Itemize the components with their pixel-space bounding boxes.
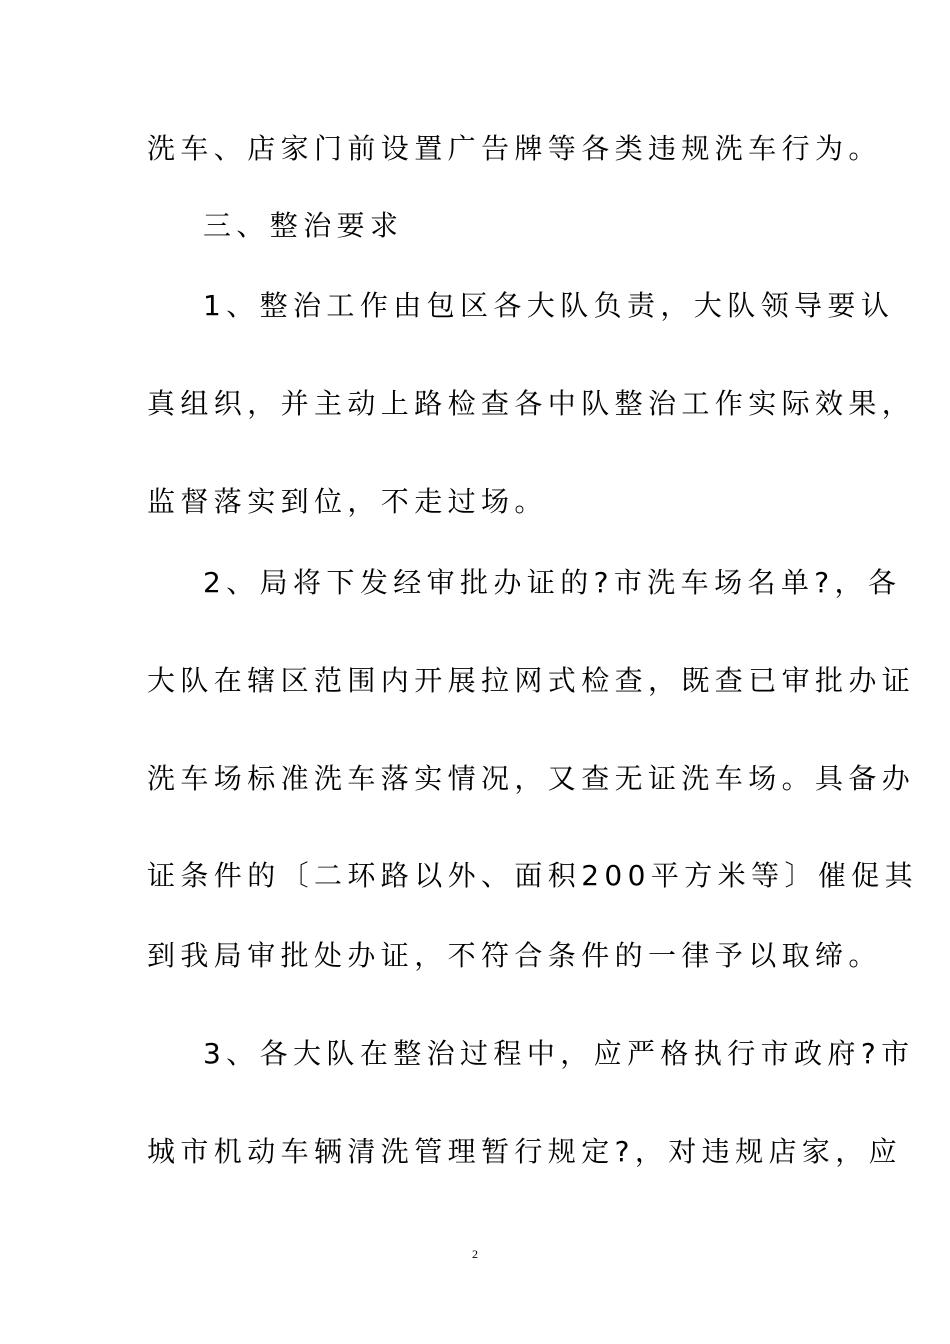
body-text-line: 洗车、店家门前设置广告牌等各类违规洗车行为。 (147, 132, 882, 165)
paragraph-2-line: 大队在辖区范围内开展拉网式检查，既查已审批办证 (147, 664, 916, 697)
paragraph-3-line: 3、各大队在整治过程中，应严格执行市政府?市 (203, 1037, 915, 1070)
paragraph-1-line: 1、整治工作由包区各大队负责，大队领导要认 (203, 289, 895, 322)
page-number: 2 (472, 1247, 478, 1261)
paragraph-2-line: 2、局将下发经审批办证的?市洗车场名单?，各 (203, 566, 902, 599)
paragraph-3-line: 城市机动车辆清洗管理暂行规定?，对违规店家，应 (147, 1135, 903, 1168)
paragraph-2-line: 证条件的〔二环路以外、面积200平方米等〕催促其 (147, 859, 919, 892)
paragraph-1-line: 真组织，并主动上路检查各中队整治工作实际效果， (147, 387, 916, 420)
section-heading: 三、整治要求 (203, 209, 404, 242)
paragraph-2-line: 到我局审批处办证，不符合条件的一律予以取缔。 (147, 939, 882, 972)
paragraph-2-line: 洗车场标准洗车落实情况，又查无证洗车场。具备办 (147, 762, 916, 795)
paragraph-1-line: 监督落实到位，不走过场。 (147, 485, 548, 518)
